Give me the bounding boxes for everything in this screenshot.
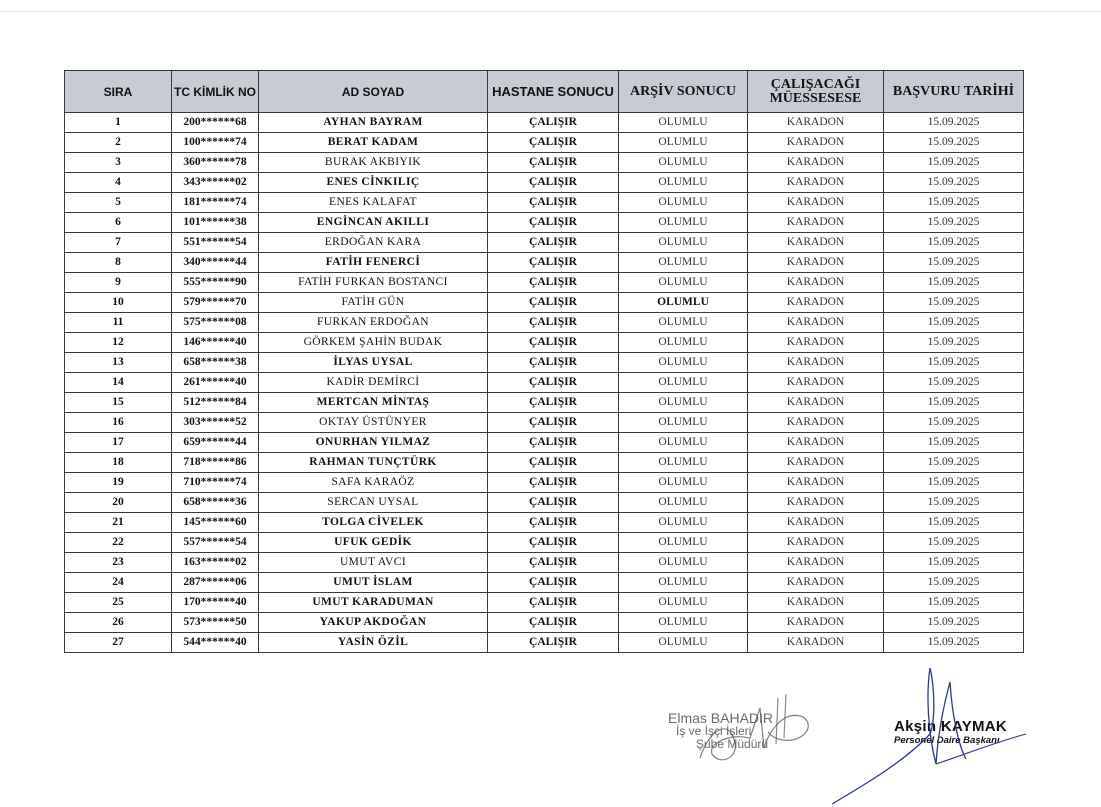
cell-hospital-result: ÇALIŞIR xyxy=(488,633,619,653)
cell-name: ERDOĞAN KARA xyxy=(259,233,488,253)
cell-hospital-result: ÇALIŞIR xyxy=(488,153,619,173)
cell-application-date: 15.09.2025 xyxy=(884,113,1024,133)
cell-workplace: KARADON xyxy=(748,433,884,453)
cell-hospital-result: ÇALIŞIR xyxy=(488,253,619,273)
cell-application-date: 15.09.2025 xyxy=(884,413,1024,433)
cell-hospital-result: ÇALIŞIR xyxy=(488,533,619,553)
table-row xyxy=(65,333,1024,353)
cell-name: FURKAN ERDOĞAN xyxy=(259,313,488,333)
signer-left-title-1: İş ve İşçi İşleri xyxy=(676,724,752,738)
table-row xyxy=(65,593,1024,613)
cell-sira: 13 xyxy=(65,353,172,373)
cell-archive-result: OLUMLU xyxy=(619,173,748,193)
cell-hospital-result: ÇALIŞIR xyxy=(488,233,619,253)
cell-hospital-result: ÇALIŞIR xyxy=(488,593,619,613)
table-row xyxy=(65,373,1024,393)
header-hospital-result: HASTANE SONUCU xyxy=(488,71,619,113)
cell-tc-no: 575******08 xyxy=(172,313,259,333)
header-name: AD SOYAD xyxy=(259,71,488,113)
table-row xyxy=(65,253,1024,273)
table-row xyxy=(65,633,1024,653)
cell-workplace: KARADON xyxy=(748,153,884,173)
table-row xyxy=(65,213,1024,233)
table-row xyxy=(65,473,1024,493)
signer-right-title: Personel Daire Başkanı xyxy=(894,735,1000,746)
cell-sira: 1 xyxy=(65,113,172,133)
cell-sira: 18 xyxy=(65,453,172,473)
cell-archive-result: OLUMLU xyxy=(619,333,748,353)
table-row xyxy=(65,393,1024,413)
cell-tc-no: 163******02 xyxy=(172,553,259,573)
personnel-list-sheet xyxy=(64,70,1023,653)
cell-sira: 22 xyxy=(65,533,172,553)
cell-sira: 5 xyxy=(65,193,172,213)
cell-name: FATİH FENERCİ xyxy=(259,253,488,273)
signature-scribble-right xyxy=(826,664,1046,807)
cell-workplace: KARADON xyxy=(748,113,884,133)
cell-application-date: 15.09.2025 xyxy=(884,473,1024,493)
table-row xyxy=(65,233,1024,253)
table-row xyxy=(65,113,1024,133)
cell-archive-result: OLUMLU xyxy=(619,573,748,593)
signer-right-name: Akşin KAYMAK xyxy=(894,718,1008,735)
cell-application-date: 15.09.2025 xyxy=(884,573,1024,593)
cell-workplace: KARADON xyxy=(748,213,884,233)
cell-workplace: KARADON xyxy=(748,493,884,513)
table-row xyxy=(65,313,1024,333)
cell-application-date: 15.09.2025 xyxy=(884,433,1024,453)
cell-archive-result: OLUMLU xyxy=(619,313,748,333)
cell-sira: 14 xyxy=(65,373,172,393)
header-workplace xyxy=(748,71,884,113)
cell-archive-result: OLUMLU xyxy=(619,533,748,553)
cell-archive-result: OLUMLU xyxy=(619,213,748,233)
table-row xyxy=(65,433,1024,453)
cell-name: MERTCAN MİNTAŞ xyxy=(259,393,488,413)
cell-archive-result: OLUMLU xyxy=(619,293,748,313)
header-workplace-line2: MÜESSESESE xyxy=(769,90,862,106)
cell-tc-no: 303******52 xyxy=(172,413,259,433)
cell-tc-no: 170******40 xyxy=(172,593,259,613)
cell-hospital-result: ÇALIŞIR xyxy=(488,113,619,133)
cell-sira: 23 xyxy=(65,553,172,573)
cell-name: KADİR DEMİRCİ xyxy=(259,373,488,393)
header-archive-result: ARŞİV SONUCU xyxy=(619,71,748,113)
cell-sira: 24 xyxy=(65,573,172,593)
table-body xyxy=(65,113,1024,653)
cell-application-date: 15.09.2025 xyxy=(884,293,1024,313)
cell-application-date: 15.09.2025 xyxy=(884,253,1024,273)
cell-application-date: 15.09.2025 xyxy=(884,593,1024,613)
cell-hospital-result: ÇALIŞIR xyxy=(488,373,619,393)
personnel-table xyxy=(64,70,1024,653)
cell-workplace: KARADON xyxy=(748,513,884,533)
cell-archive-result: OLUMLU xyxy=(619,453,748,473)
cell-sira: 27 xyxy=(65,633,172,653)
cell-workplace: KARADON xyxy=(748,193,884,213)
cell-tc-no: 145******60 xyxy=(172,513,259,533)
cell-application-date: 15.09.2025 xyxy=(884,193,1024,213)
cell-sira: 25 xyxy=(65,593,172,613)
cell-tc-no: 579******70 xyxy=(172,293,259,313)
header-workplace-line1: ÇALIŞACAĞI xyxy=(770,76,861,92)
cell-workplace: KARADON xyxy=(748,593,884,613)
cell-workplace: KARADON xyxy=(748,233,884,253)
cell-workplace: KARADON xyxy=(748,293,884,313)
header-sira: SIRA xyxy=(65,71,172,113)
cell-archive-result: OLUMLU xyxy=(619,593,748,613)
signer-left-name: Elmas BAHADIR xyxy=(668,710,774,726)
cell-name: ENES CİNKILIÇ xyxy=(259,173,488,193)
cell-workplace: KARADON xyxy=(748,133,884,153)
cell-workplace: KARADON xyxy=(748,473,884,493)
cell-archive-result: OLUMLU xyxy=(619,133,748,153)
cell-hospital-result: ÇALIŞIR xyxy=(488,193,619,213)
cell-archive-result: OLUMLU xyxy=(619,373,748,393)
cell-hospital-result: ÇALIŞIR xyxy=(488,473,619,493)
cell-application-date: 15.09.2025 xyxy=(884,353,1024,373)
cell-application-date: 15.09.2025 xyxy=(884,313,1024,333)
cell-name: BURAK AKBIYIK xyxy=(259,153,488,173)
table-row xyxy=(65,273,1024,293)
cell-archive-result: OLUMLU xyxy=(619,193,748,213)
cell-application-date: 15.09.2025 xyxy=(884,333,1024,353)
cell-workplace: KARADON xyxy=(748,533,884,553)
cell-archive-result: OLUMLU xyxy=(619,113,748,133)
cell-tc-no: 718******86 xyxy=(172,453,259,473)
cell-application-date: 15.09.2025 xyxy=(884,393,1024,413)
cell-application-date: 15.09.2025 xyxy=(884,453,1024,473)
cell-name: FATİH FURKAN BOSTANCI xyxy=(259,273,488,293)
cell-hospital-result: ÇALIŞIR xyxy=(488,573,619,593)
cell-hospital-result: ÇALIŞIR xyxy=(488,553,619,573)
cell-workplace: KARADON xyxy=(748,253,884,273)
cell-archive-result: OLUMLU xyxy=(619,433,748,453)
cell-sira: 16 xyxy=(65,413,172,433)
table-row xyxy=(65,193,1024,213)
cell-workplace: KARADON xyxy=(748,413,884,433)
table-row xyxy=(65,613,1024,633)
cell-tc-no: 544******40 xyxy=(172,633,259,653)
cell-application-date: 15.09.2025 xyxy=(884,273,1024,293)
cell-tc-no: 261******40 xyxy=(172,373,259,393)
cell-workplace: KARADON xyxy=(748,453,884,473)
cell-workplace: KARADON xyxy=(748,353,884,373)
cell-tc-no: 146******40 xyxy=(172,333,259,353)
cell-application-date: 15.09.2025 xyxy=(884,533,1024,553)
cell-archive-result: OLUMLU xyxy=(619,153,748,173)
cell-application-date: 15.09.2025 xyxy=(884,553,1024,573)
cell-tc-no: 658******38 xyxy=(172,353,259,373)
cell-tc-no: 200******68 xyxy=(172,113,259,133)
cell-hospital-result: ÇALIŞIR xyxy=(488,273,619,293)
cell-name: UMUT AVCI xyxy=(259,553,488,573)
cell-workplace: KARADON xyxy=(748,573,884,593)
cell-hospital-result: ÇALIŞIR xyxy=(488,393,619,413)
cell-name: FATİH GÜN xyxy=(259,293,488,313)
cell-application-date: 15.09.2025 xyxy=(884,493,1024,513)
table-row xyxy=(65,493,1024,513)
cell-application-date: 15.09.2025 xyxy=(884,133,1024,153)
cell-tc-no: 343******02 xyxy=(172,173,259,193)
cell-sira: 12 xyxy=(65,333,172,353)
table-row xyxy=(65,153,1024,173)
cell-tc-no: 658******36 xyxy=(172,493,259,513)
cell-archive-result: OLUMLU xyxy=(619,393,748,413)
cell-name: BERAT KADAM xyxy=(259,133,488,153)
cell-name: AYHAN BAYRAM xyxy=(259,113,488,133)
cell-archive-result: OLUMLU xyxy=(619,353,748,373)
cell-archive-result: OLUMLU xyxy=(619,513,748,533)
cell-tc-no: 573******50 xyxy=(172,613,259,633)
table-row xyxy=(65,553,1024,573)
table-row xyxy=(65,133,1024,153)
cell-workplace: KARADON xyxy=(748,613,884,633)
cell-tc-no: 101******38 xyxy=(172,213,259,233)
cell-hospital-result: ÇALIŞIR xyxy=(488,613,619,633)
cell-hospital-result: ÇALIŞIR xyxy=(488,513,619,533)
cell-workplace: KARADON xyxy=(748,373,884,393)
cell-hospital-result: ÇALIŞIR xyxy=(488,493,619,513)
cell-sira: 8 xyxy=(65,253,172,273)
cell-hospital-result: ÇALIŞIR xyxy=(488,173,619,193)
cell-sira: 6 xyxy=(65,213,172,233)
cell-workplace: KARADON xyxy=(748,553,884,573)
cell-tc-no: 659******44 xyxy=(172,433,259,453)
cell-tc-no: 100******74 xyxy=(172,133,259,153)
cell-sira: 19 xyxy=(65,473,172,493)
cell-workplace: KARADON xyxy=(748,633,884,653)
cell-hospital-result: ÇALIŞIR xyxy=(488,213,619,233)
cell-tc-no: 555******90 xyxy=(172,273,259,293)
cell-sira: 10 xyxy=(65,293,172,313)
cell-name: YAKUP AKDOĞAN xyxy=(259,613,488,633)
cell-sira: 3 xyxy=(65,153,172,173)
table-row xyxy=(65,453,1024,473)
cell-name: ENGİNCAN AKILLI xyxy=(259,213,488,233)
cell-name: TOLGA CİVELEK xyxy=(259,513,488,533)
cell-workplace: KARADON xyxy=(748,333,884,353)
cell-archive-result: OLUMLU xyxy=(619,273,748,293)
cell-hospital-result: ÇALIŞIR xyxy=(488,133,619,153)
header-application-date: BAŞVURU TARİHİ xyxy=(884,71,1024,113)
cell-hospital-result: ÇALIŞIR xyxy=(488,313,619,333)
cell-application-date: 15.09.2025 xyxy=(884,173,1024,193)
cell-name: OKTAY ÜSTÜNYER xyxy=(259,413,488,433)
cell-archive-result: OLUMLU xyxy=(619,413,748,433)
table-row xyxy=(65,353,1024,373)
cell-tc-no: 287******06 xyxy=(172,573,259,593)
cell-sira: 7 xyxy=(65,233,172,253)
table-row xyxy=(65,173,1024,193)
cell-name: UMUT İSLAM xyxy=(259,573,488,593)
cell-archive-result: OLUMLU xyxy=(619,473,748,493)
table-row xyxy=(65,533,1024,553)
cell-sira: 9 xyxy=(65,273,172,293)
signature-scribble-left xyxy=(690,688,820,778)
cell-sira: 26 xyxy=(65,613,172,633)
cell-sira: 17 xyxy=(65,433,172,453)
cell-name: SERCAN UYSAL xyxy=(259,493,488,513)
cell-tc-no: 557******54 xyxy=(172,533,259,553)
cell-tc-no: 360******78 xyxy=(172,153,259,173)
cell-application-date: 15.09.2025 xyxy=(884,233,1024,253)
cell-workplace: KARADON xyxy=(748,393,884,413)
page-top-edge xyxy=(0,11,1101,12)
cell-sira: 2 xyxy=(65,133,172,153)
cell-name: UFUK GEDİK xyxy=(259,533,488,553)
cell-name: ONURHAN YILMAZ xyxy=(259,433,488,453)
cell-hospital-result: ÇALIŞIR xyxy=(488,433,619,453)
cell-application-date: 15.09.2025 xyxy=(884,153,1024,173)
cell-tc-no: 710******74 xyxy=(172,473,259,493)
cell-name: YASİN ÖZİL xyxy=(259,633,488,653)
cell-application-date: 15.09.2025 xyxy=(884,513,1024,533)
cell-sira: 4 xyxy=(65,173,172,193)
cell-archive-result: OLUMLU xyxy=(619,553,748,573)
cell-application-date: 15.09.2025 xyxy=(884,633,1024,653)
table-row xyxy=(65,413,1024,433)
cell-tc-no: 340******44 xyxy=(172,253,259,273)
cell-archive-result: OLUMLU xyxy=(619,613,748,633)
cell-application-date: 15.09.2025 xyxy=(884,613,1024,633)
cell-archive-result: OLUMLU xyxy=(619,633,748,653)
cell-workplace: KARADON xyxy=(748,273,884,293)
cell-archive-result: OLUMLU xyxy=(619,233,748,253)
cell-archive-result: OLUMLU xyxy=(619,253,748,273)
cell-archive-result: OLUMLU xyxy=(619,493,748,513)
cell-application-date: 15.09.2025 xyxy=(884,213,1024,233)
table-header-row xyxy=(65,71,1024,113)
cell-name: UMUT KARADUMAN xyxy=(259,593,488,613)
cell-sira: 15 xyxy=(65,393,172,413)
cell-hospital-result: ÇALIŞIR xyxy=(488,413,619,433)
header-tc-no: TC KİMLİK NO xyxy=(172,71,259,113)
cell-name: İLYAS UYSAL xyxy=(259,353,488,373)
table-row xyxy=(65,293,1024,313)
cell-name: GÖRKEM ŞAHİN BUDAK xyxy=(259,333,488,353)
cell-application-date: 15.09.2025 xyxy=(884,373,1024,393)
cell-hospital-result: ÇALIŞIR xyxy=(488,453,619,473)
signer-left-title-2: Şube Müdürü xyxy=(696,737,769,751)
cell-workplace: KARADON xyxy=(748,313,884,333)
cell-sira: 20 xyxy=(65,493,172,513)
table-row xyxy=(65,513,1024,533)
cell-sira: 21 xyxy=(65,513,172,533)
cell-hospital-result: ÇALIŞIR xyxy=(488,353,619,373)
cell-sira: 11 xyxy=(65,313,172,333)
cell-name: ENES KALAFAT xyxy=(259,193,488,213)
cell-tc-no: 551******54 xyxy=(172,233,259,253)
cell-name: SAFA KARAÖZ xyxy=(259,473,488,493)
cell-workplace: KARADON xyxy=(748,173,884,193)
cell-hospital-result: ÇALIŞIR xyxy=(488,293,619,313)
table-row xyxy=(65,573,1024,593)
cell-hospital-result: ÇALIŞIR xyxy=(488,333,619,353)
cell-tc-no: 512******84 xyxy=(172,393,259,413)
cell-tc-no: 181******74 xyxy=(172,193,259,213)
cell-name: RAHMAN TUNÇTÜRK xyxy=(259,453,488,473)
